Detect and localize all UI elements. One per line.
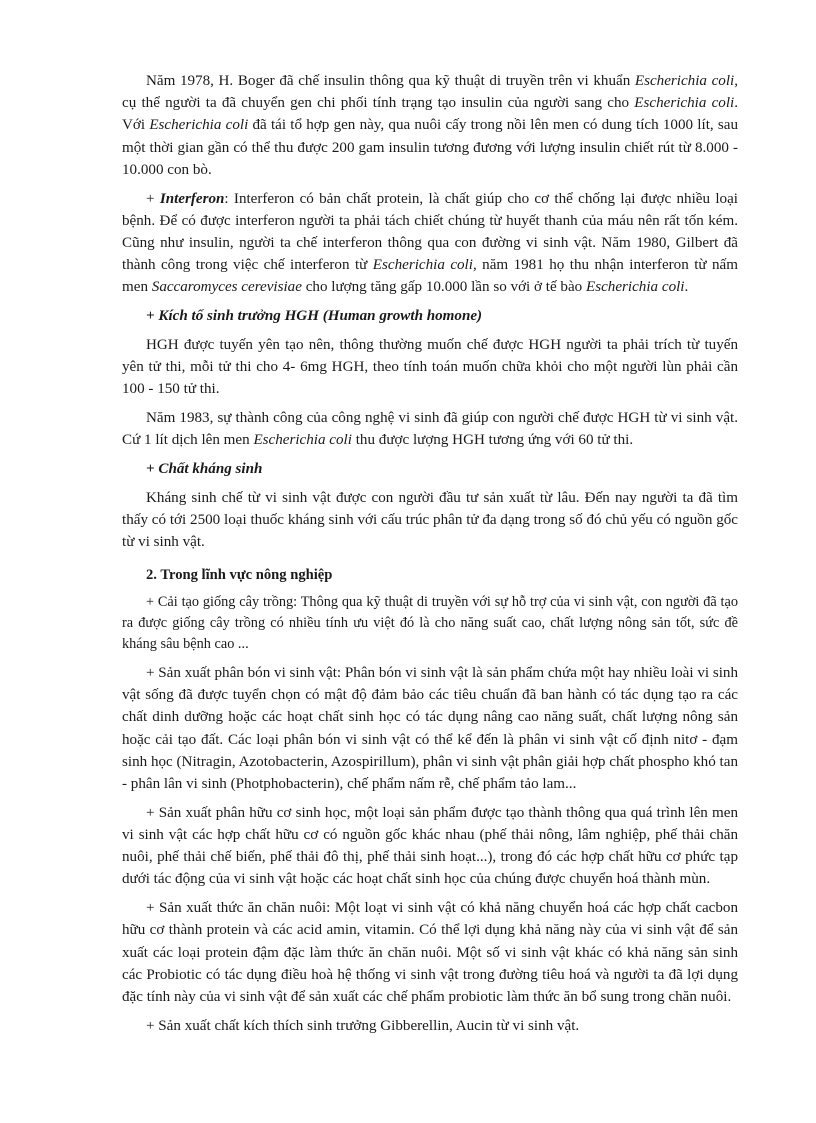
paragraph-interferon: + Interferon: Interferon có bản chất protein, là chất giúp cho cơ thể chống lại được nhiều loại bệnh. Để có được interferon người ta phải tách chiết chúng từ huyết thanh của máu nên rất tốn kém. Cũng như insulin, người ta chế interferon thông qua con đường vi sinh vật. Năm 1980, Gilbert đã thành công trong việc chế interferon từ Escherichia coli, năm 1981 họ thu nhận interferon từ nấm men Saccaromyces cerevisiae cho lượng tăng gấp 10.000 lần so với ở tế bào Escherichia coli. xyxy=(122,190,738,296)
paragraph-animal-feed: + Sản xuất thức ăn chăn nuôi: Một loạt vi sinh vật có khả năng chuyển hoá các hợp chất cacbon hữu cơ thành protein và các acid amin, vitamin. Có thể lợi dụng khả năng này của vi sinh vật để sản xuất các loại protein đậm đặc làm thức ăn chăn nuôi. Một số vi sinh vật khác có khả năng sản sinh các Probiotic có tác dụng điều hoà hệ thống vi sinh vật trong đường tiêu hoá và người ta đã lợi dụng đặc tính này của vi sinh vật để sản xuất các chế phẩm probiotic làm thức ăn bổ sung trong chăn nuôi. xyxy=(122,900,738,1006)
paragraph-hgh-1983: Năm 1983, sự thành công của công nghệ vi sinh đã giúp con người chế được HGH từ vi sinh vật. Cứ 1 lít dịch lên men Escherichia coli thu được lượng HGH tương ứng với 60 tử thi. xyxy=(122,410,738,449)
paragraph-fertilizer: + Sản xuất phân bón vi sinh vật: Phân bón vi sinh vật là sản phẩm chứa một hay nhiều loài vi sinh vật sống đã được tuyển chọn có mật độ đảm bảo các tiêu chuẩn đã ban hành có tác dụng tạo ra các chất dinh dưỡng hoặc các hoạt chất sinh học có tác dụng nâng cao năng suất, chất lượng nông sản hoặc cải tạo đất. Các loại phân bón vi sinh vật có thể kể đến là phân vi sinh vật cố định nitơ - đạm sinh học (Nitragin, Azotobacterin, Azospirillum), phân vi sinh vật phân giải hợp chất phospho khó tan - phân lân vi sinh (Photphobacterin), chế phẩm nấm rễ, chế phẩm tảo lam... xyxy=(122,665,738,793)
section-heading-agriculture: 2. Trong lĩnh vực nông nghiệp xyxy=(146,566,333,583)
paragraph-hgh: HGH được tuyến yên tạo nên, thông thường muốn chế được HGH người ta phải trích từ tuyến yên tử thi, mỗi tử thi cho 4- 6mg HGH, theo tính toán muốn chữa khỏi cho một người lùn phải cần 100 - 150 tử thi. xyxy=(122,337,738,398)
paragraph-organic-fertilizer: + Sản xuất phân hữu cơ sinh học, một loại sản phẩm được tạo thành thông qua quá trình lên men vi sinh vật các hợp chất hữu cơ có nguồn gốc khác nhau (phế thải nông, lâm nghiệp, phế thải chăn nuôi, phế thải chế biến, phế thải đô thị, phế thải sinh hoạt...), trong đó các hợp chất hữu cơ phức tạp dưới tác động của vi sinh vật hoặc các hoạt chất sinh học của chúng được chuyển hoá thành mùn. xyxy=(122,804,738,888)
paragraph-growth-stimulants: + Sản xuất chất kích thích sinh trưởng Gibberellin, Aucin từ vi sinh vật. xyxy=(146,1017,580,1034)
heading-antibiotics: + Chất kháng sinh xyxy=(146,461,263,478)
document-page xyxy=(122,70,738,1044)
paragraph-insulin: Năm 1978, H. Boger đã chế insulin thông qua kỹ thuật di truyền trên vi khuẩn Escherichia coli, cụ thể người ta đã chuyển gen chi phối tính trạng tạo insulin của người sang cho Escherichia coli. Với Escherichia coli đã tái tổ hợp gen này, qua nuôi cấy trong nồi lên men có dung tích 1000 lít, sau một thời gian gần có thể thu được 200 gam insulin tương đương với lượng insulin chiết rút từ 8.000 - 10.000 con bò. xyxy=(122,73,739,178)
heading-hgh: + Kích tố sinh trưởng HGH (Human growth homone) xyxy=(146,308,483,325)
paragraph-crop-improvement: + Cải tạo giống cây trồng: Thông qua kỹ thuật di truyền với sự hỗ trợ của vi sinh vật, con người đã tạo ra được giống cây trồng có nhiều tính ưu việt đó là cho năng suất cao, chất lượng nông sản tốt, sức đề kháng sâu bệnh cao ... xyxy=(122,594,738,653)
paragraph-antibiotics: Kháng sinh chế từ vi sinh vật được con người đầu tư sản xuất từ lâu. Đến nay người ta đã tìm thấy có tới 2500 loại thuốc kháng sinh với cấu trúc phân tử đa dạng trong số đó chủ yếu có nguồn gốc từ vi sinh vật. xyxy=(122,490,738,551)
